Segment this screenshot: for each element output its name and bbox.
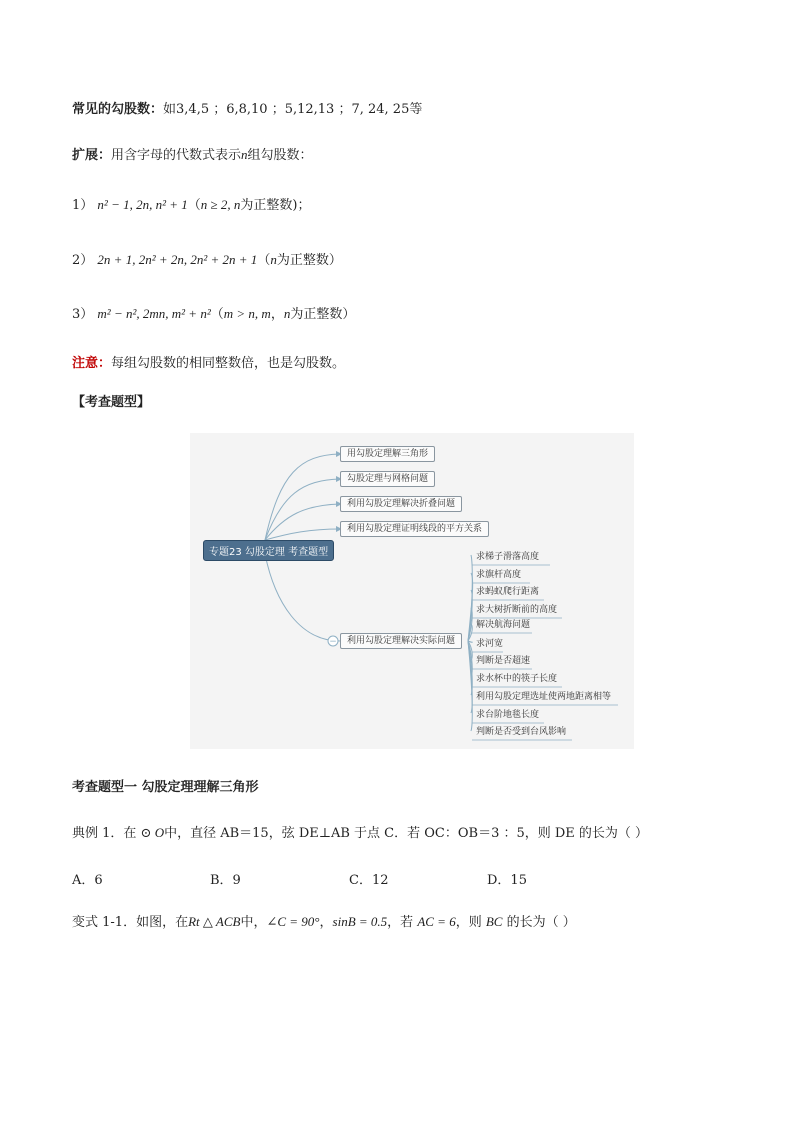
variant1-text-c: ，若 <box>387 915 418 930</box>
mindmap-leaf-2: 求旗杆高度 <box>476 570 522 580</box>
mindmap-branch-1: 用勾股定理解三角形 <box>340 446 435 462</box>
formula-2-index: 2） <box>72 253 94 268</box>
note-label: 注意： <box>72 356 112 371</box>
mindmap-leaf-10: 求台阶地毯长度 <box>476 710 540 720</box>
variant1-text-a: 变式 1-1．如图，在 <box>72 915 189 930</box>
mindmap-leaf-5: 解决航海问题 <box>476 620 531 630</box>
formula-1-close: 为正整数)； <box>240 198 311 213</box>
formula-1 <box>72 196 311 215</box>
formula-3-open: （ <box>210 307 224 322</box>
formula-2 <box>72 251 342 270</box>
example1-text-a: 典例 1．在 <box>72 826 141 841</box>
formula-1-cond: n ≥ 2, n <box>200 197 241 212</box>
formula-2-expr: 2n + 1, 2n² + 2n, 2n² + 2n + 1 <box>97 252 258 267</box>
mindmap-leaf-9: 利用勾股定理选址使两地距离相等 <box>476 692 612 702</box>
mindmap-branch-2: 勾股定理与网格问题 <box>340 471 435 487</box>
mindmap-leaf-7: 判断是否超速 <box>476 656 531 666</box>
formula-3-cond: m > n, m <box>223 306 271 321</box>
variant1-sin: sinB = 0.5 <box>332 914 388 929</box>
variant1-text-b: 中， <box>240 915 267 930</box>
type1-title: 考查题型一 勾股定理理解三角形 <box>72 780 259 795</box>
note-text: 每组勾股数的相同整数倍，也是勾股数。 <box>111 356 346 371</box>
mindmap-leaf-8: 求水杯中的筷子长度 <box>476 674 558 684</box>
variant1-ac: AC = 6 <box>417 914 456 929</box>
common-triples-line <box>72 101 422 119</box>
mindmap-leaf-3: 求蚂蚁爬行距离 <box>476 587 540 597</box>
example1-circle: ⊙ O <box>140 825 165 840</box>
option-c: C．12 <box>349 873 389 888</box>
formula-3-sep: ， <box>270 307 284 322</box>
formula-3 <box>72 305 355 324</box>
example1-text-b: 中，直径 AB＝15，弦 DE⊥AB 于点 C．若 OC：OB＝3 ：5，则 DE 的长为（ ） <box>164 826 649 841</box>
mindmap-leaf-11: 判断是否受到台风影响 <box>476 727 567 737</box>
formula-3-close: 为正整数） <box>290 307 356 322</box>
formula-2-cond: n <box>270 252 277 267</box>
mindmap-figure <box>190 433 634 749</box>
section-heading: 【考查题型】 <box>72 395 151 410</box>
option-a: A．6 <box>72 873 103 888</box>
mindmap-branch-4: 利用勾股定理证明线段的平方关系 <box>340 521 489 537</box>
formula-1-expr: n² − 1, 2n, n² + 1 <box>97 197 188 212</box>
formula-2-open: （ <box>257 253 271 268</box>
mindmap-leaf-6: 求河宽 <box>476 639 504 649</box>
extension-n: n <box>241 147 248 162</box>
formula-1-index: 1） <box>72 198 94 213</box>
variant1-bc: BC <box>485 914 503 929</box>
option-d: D．15 <box>487 873 527 888</box>
extension-line <box>72 146 313 165</box>
mindmap-branch-5: 利用勾股定理解决实际问题 <box>340 633 462 649</box>
common-triples-text: 如3,4,5 ；6,8,10 ；5,12,13 ；7, 24, 25等 <box>163 102 423 117</box>
mindmap-root: 专题23 勾股定理 考查题型 <box>203 540 334 561</box>
variant1-sep: ， <box>319 915 333 930</box>
formula-1-open: （ <box>187 198 201 213</box>
variant1-text-d: ，则 <box>455 915 486 930</box>
example1-line <box>72 824 648 843</box>
formula-3-index: 3） <box>72 307 94 322</box>
formula-2-close: 为正整数） <box>276 253 342 268</box>
variant1-tri: Rt △ ACB <box>188 914 241 929</box>
variant1-line <box>72 913 576 932</box>
note-line <box>72 355 345 373</box>
mindmap-leaf-1: 求梯子滑落高度 <box>476 552 540 562</box>
mindmap-branch-3: 利用勾股定理解决折叠问题 <box>340 496 462 512</box>
option-b: B．9 <box>210 873 241 888</box>
extension-text-b: 组勾股数： <box>247 148 313 163</box>
mindmap-leaf-4: 求大树折断前的高度 <box>476 605 558 615</box>
variant1-angle: ∠C = 90° <box>266 914 320 929</box>
svg-text:−: − <box>329 637 337 647</box>
extension-label: 扩展： <box>72 148 112 163</box>
extension-text-a: 用含字母的代数式表示 <box>111 148 242 163</box>
formula-3-cond2: n <box>283 306 291 321</box>
formula-3-expr: m² − n², 2mn, m² + n² <box>97 306 211 321</box>
variant1-text-e: 的长为（ ） <box>502 915 576 930</box>
common-triples-label: 常见的勾股数： <box>72 102 164 117</box>
